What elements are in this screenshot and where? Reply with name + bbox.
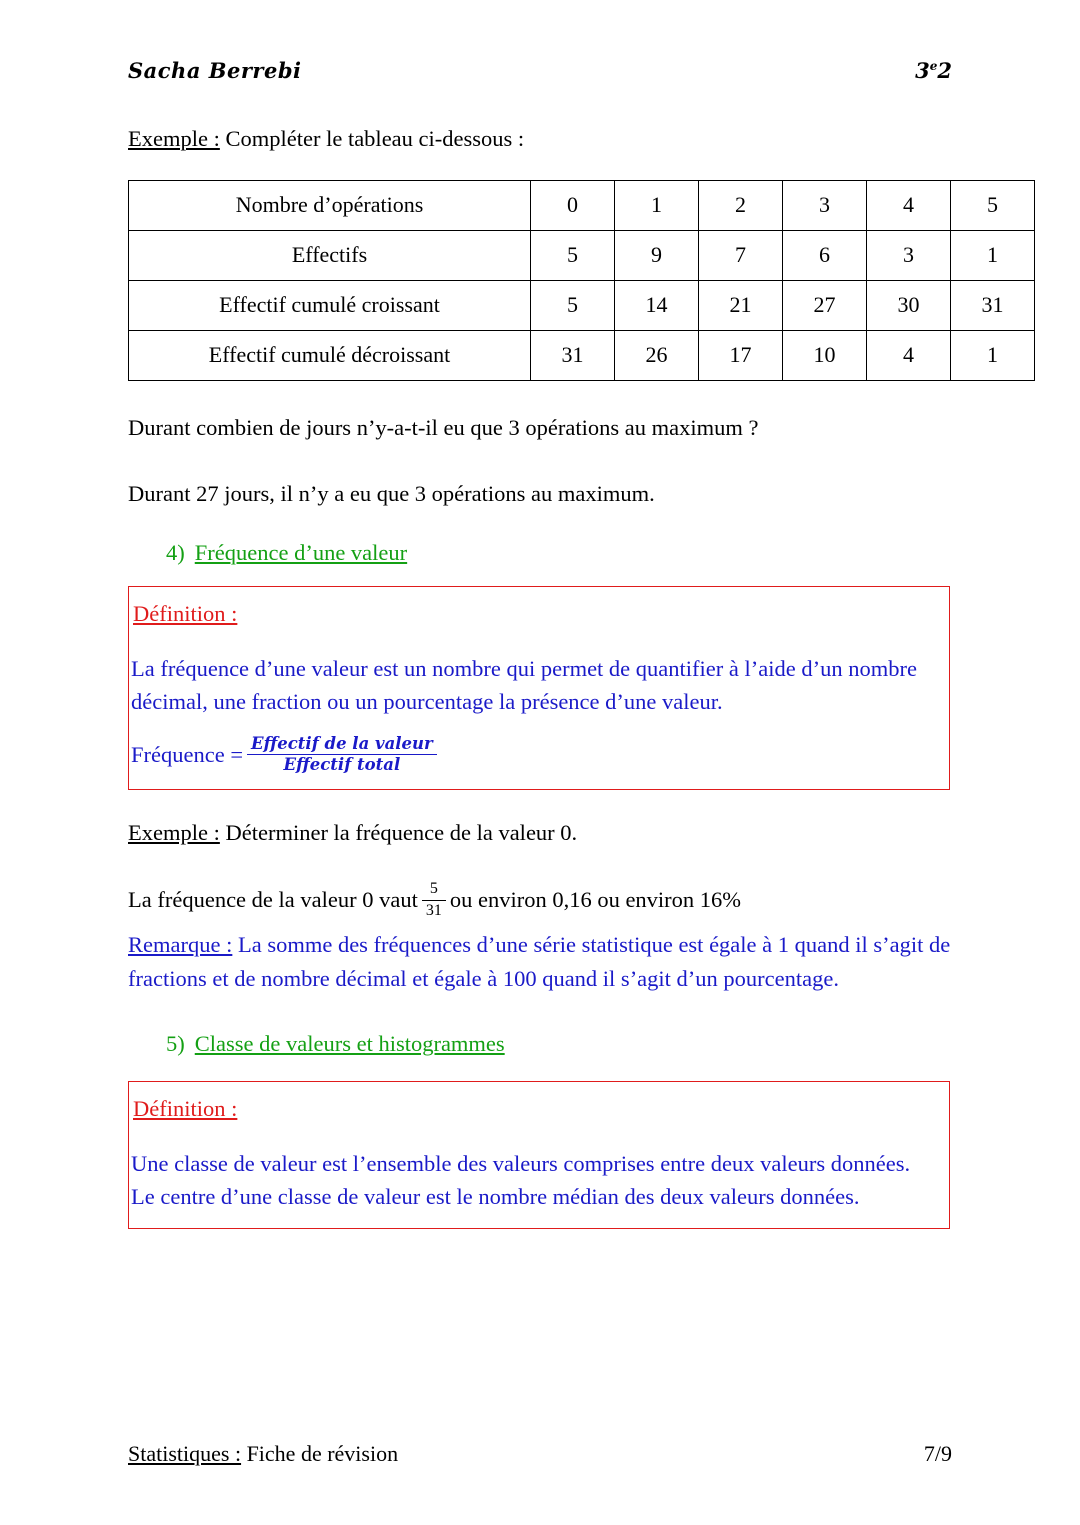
class-label: [915, 58, 952, 83]
definition-body-2: Le centre d’une classe de valeur est le nombre médian des deux valeurs données.: [131, 1184, 860, 1210]
student-name: Sacha Berrebi: [128, 58, 302, 83]
table-cell: 17: [699, 330, 783, 380]
example-intro-text: Compléter le tableau ci-dessous :: [219, 126, 525, 151]
class-group: 2: [937, 58, 952, 83]
formula-numerator: Effectif de la valeur: [247, 735, 437, 756]
table-cell: 5: [531, 280, 615, 330]
frequency-answer-after: ou environ 0,16 ou environ 16%: [449, 887, 742, 913]
example-intro: [128, 122, 952, 156]
example-intro-label: Exemple :: [128, 126, 220, 151]
table-cell: 21: [699, 280, 783, 330]
frequency-formula: [129, 735, 949, 776]
table-cell: 0: [531, 180, 615, 230]
footer-text: [128, 1441, 398, 1467]
class-superscript: e: [929, 59, 938, 73]
frequency-denominator: 31: [425, 901, 442, 919]
table-cell: 10: [783, 330, 867, 380]
frequency-answer-before: La fréquence de la valeur 0 vaut: [128, 887, 418, 913]
row-label: Effectifs: [129, 230, 531, 280]
row-label: Effectif cumulé croissant: [129, 280, 531, 330]
table-cell: 1: [615, 180, 699, 230]
definition-title: Définition :: [133, 1096, 238, 1122]
table-cell: 27: [783, 280, 867, 330]
row-label: Nombre d’opérations: [129, 180, 531, 230]
frequency-numerator: 5: [422, 880, 446, 900]
table-cell: 9: [615, 230, 699, 280]
table-cell: 3: [783, 180, 867, 230]
table-row: [129, 230, 1035, 280]
spacer: [129, 631, 949, 653]
definition-box-frequency: [128, 586, 950, 790]
section-title-4: Fréquence d’une valeur: [194, 540, 408, 566]
footer-label: Statistiques :: [128, 1441, 242, 1466]
footer-subtitle: Fiche de révision: [241, 1441, 399, 1466]
remark-label: Remarque :: [128, 931, 233, 957]
row-label: Effectif cumulé décroissant: [129, 330, 531, 380]
example-two: [128, 816, 952, 850]
table-cell: 5: [951, 180, 1035, 230]
definition-body-1: Une classe de valeur est l’ensemble des valeurs comprises entre deux valeurs données.: [131, 1151, 911, 1177]
example-two-text: Déterminer la fréquence de la valeur 0.: [219, 820, 578, 846]
table-row: [129, 280, 1035, 330]
table-cell: 14: [615, 280, 699, 330]
remark-text: [128, 928, 952, 996]
spacer: [129, 1126, 949, 1148]
table-row: [129, 180, 1035, 230]
table-row: [129, 330, 1035, 380]
frequency-answer-line: [128, 880, 952, 920]
definition-title: Définition :: [133, 601, 238, 627]
table-cell: 4: [867, 180, 951, 230]
table-cell: 30: [867, 280, 951, 330]
section-heading-4: [166, 540, 952, 566]
definition-box-class: [128, 1081, 950, 1228]
table-cell: 2: [699, 180, 783, 230]
question-text: Durant combien de jours n’y-a-t-il eu que 3 opérations au maximum ?: [128, 414, 759, 440]
example-two-label: Exemple :: [128, 820, 220, 846]
table-cell: 4: [867, 330, 951, 380]
page-number: 7/9: [923, 1441, 952, 1466]
answer-text: Durant 27 jours, il n’y a eu que 3 opérations au maximum.: [128, 480, 655, 506]
class-number: 3: [915, 58, 930, 83]
frequency-fraction: [422, 880, 446, 920]
table-cell: 1: [951, 330, 1035, 380]
statistics-table: [128, 180, 1035, 381]
table-cell: 31: [531, 330, 615, 380]
table-cell: 3: [867, 230, 951, 280]
formula-fraction: [247, 735, 437, 776]
section-title-5: Classe de valeurs et histogrammes: [194, 1031, 505, 1057]
table-cell: 6: [783, 230, 867, 280]
formula-denominator: Effectif total: [283, 755, 401, 775]
document-content: [128, 122, 1004, 1251]
table-cell: 26: [615, 330, 699, 380]
formula-label: Fréquence =: [131, 741, 244, 767]
section-number-5: 5): [166, 1031, 185, 1057]
remark-body: La somme des fréquences d’une série statistique est égale à 1 quand il s’agit de fractions et de nombre décimal et égale à 100 quand il s’agit d’un pourcentage.: [128, 931, 951, 991]
table-cell: 1: [951, 230, 1035, 280]
table-cell: 7: [699, 230, 783, 280]
section-heading-5: [166, 1031, 952, 1057]
page-footer: [128, 1441, 952, 1467]
table-cell: 5: [531, 230, 615, 280]
page-header: [128, 58, 952, 83]
section-number-4: 4): [166, 540, 185, 566]
table-cell: 31: [951, 280, 1035, 330]
definition-body: La fréquence d’une valeur est un nombre qui permet de quantifier à l’aide d’un nombre décimal, une fraction ou un pourcentage la présence d’une valeur.: [131, 656, 917, 714]
